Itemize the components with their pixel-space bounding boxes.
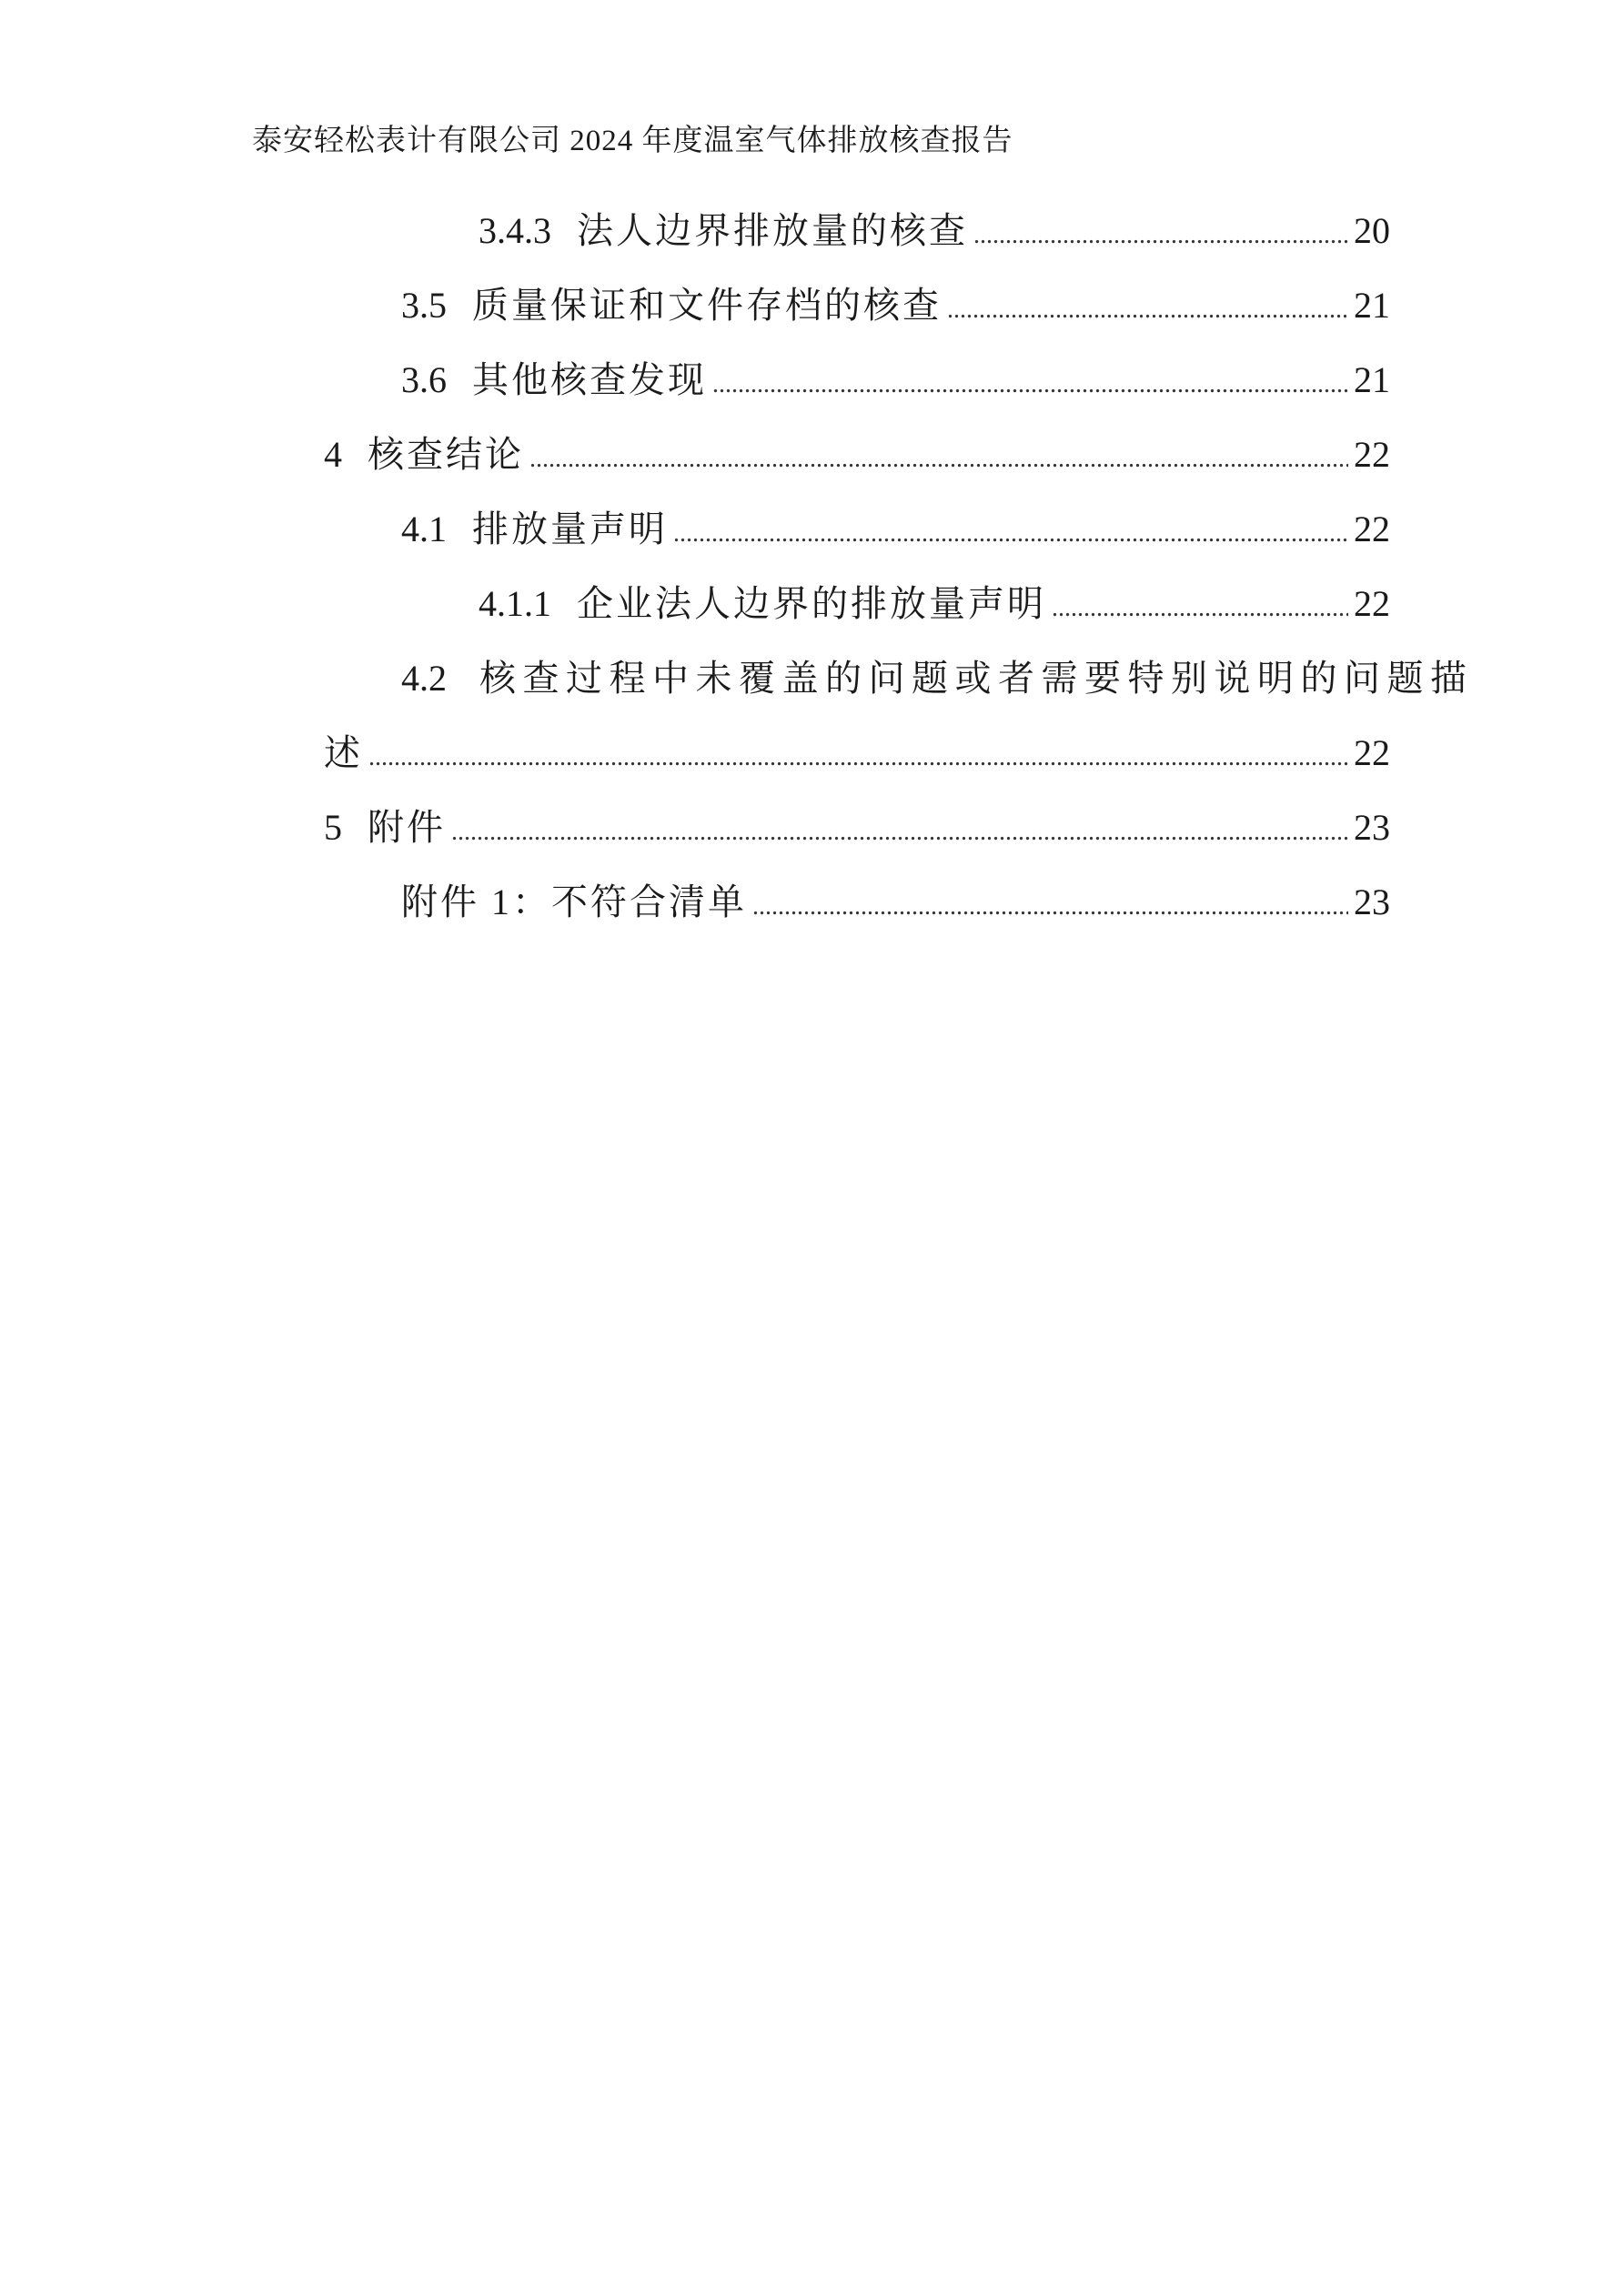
toc-entry[interactable]: [324, 567, 1390, 641]
toc-entry-page: 23: [1354, 807, 1390, 848]
toc-entry-title-line1: 核查过程中未覆盖的问题或者需要特别说明的问题描: [479, 658, 1474, 699]
toc-entry-page: 20: [1354, 210, 1390, 251]
toc-leader-dots: [752, 870, 1348, 944]
toc-entry[interactable]: [324, 791, 1390, 865]
toc-entry-number: 5: [324, 807, 342, 848]
toc-entry-page: 23: [1354, 881, 1390, 922]
toc-entry-number: 4.2: [401, 658, 447, 699]
toc-entry-number: 4.1.1: [479, 583, 551, 624]
toc-leader-dots: [368, 720, 1348, 795]
toc-entry[interactable]: [324, 865, 1390, 940]
toc-entry-page: 22: [1354, 434, 1390, 475]
toc-entry-title: 排放量声明: [472, 509, 668, 549]
toc-leader-dots: [1052, 571, 1348, 646]
toc-leader-dots: [673, 497, 1348, 571]
toc-entry[interactable]: [324, 194, 1390, 268]
toc-entry-page: 22: [1354, 583, 1390, 624]
toc-entry-page: 22: [1354, 509, 1390, 549]
toc-leader-dots: [712, 347, 1348, 422]
toc-entry-title: 附件: [368, 807, 446, 848]
toc-entry-title: 质量保证和文件存档的核查: [472, 285, 942, 326]
toc-entry[interactable]: [324, 418, 1390, 492]
toc-entry-number: 4: [324, 434, 342, 475]
toc-leader-dots: [451, 795, 1348, 870]
toc-entry-title: 企业法人边界的排放量声明: [577, 583, 1046, 624]
toc-entry-number: 4.1: [401, 509, 447, 549]
toc-entry-number: 3.4.3: [479, 210, 551, 251]
toc-entry-number: 3.5: [401, 285, 447, 326]
table-of-contents: [324, 194, 1474, 940]
toc-leader-dots: [529, 422, 1348, 497]
toc-leader-dots: [947, 273, 1348, 347]
toc-entry-page: 21: [1354, 285, 1390, 326]
toc-entry-number: 3.6: [401, 359, 447, 400]
toc-entry-title-line2: 述: [324, 732, 363, 773]
toc-leader-dots: [973, 198, 1348, 273]
toc-entry-title: 附件 1：不符合清单: [401, 881, 747, 922]
toc-entry[interactable]: [324, 268, 1390, 343]
toc-entry-title: 其他核查发现: [472, 359, 707, 400]
toc-entry-title: 核查结论: [368, 434, 524, 475]
toc-entry-page: 22: [1354, 732, 1390, 773]
toc-entry-wrapped-line2[interactable]: [324, 716, 1390, 791]
toc-entry[interactable]: [324, 492, 1390, 567]
toc-entry-title: 法人边界排放量的核查: [577, 210, 968, 251]
toc-entry-wrapped-line1[interactable]: [324, 641, 1474, 716]
page-header: 泰安轻松表计有限公司 2024 年度温室气体排放核查报告: [252, 125, 1013, 157]
toc-entry-page: 21: [1354, 359, 1390, 400]
toc-entry[interactable]: [324, 343, 1390, 418]
